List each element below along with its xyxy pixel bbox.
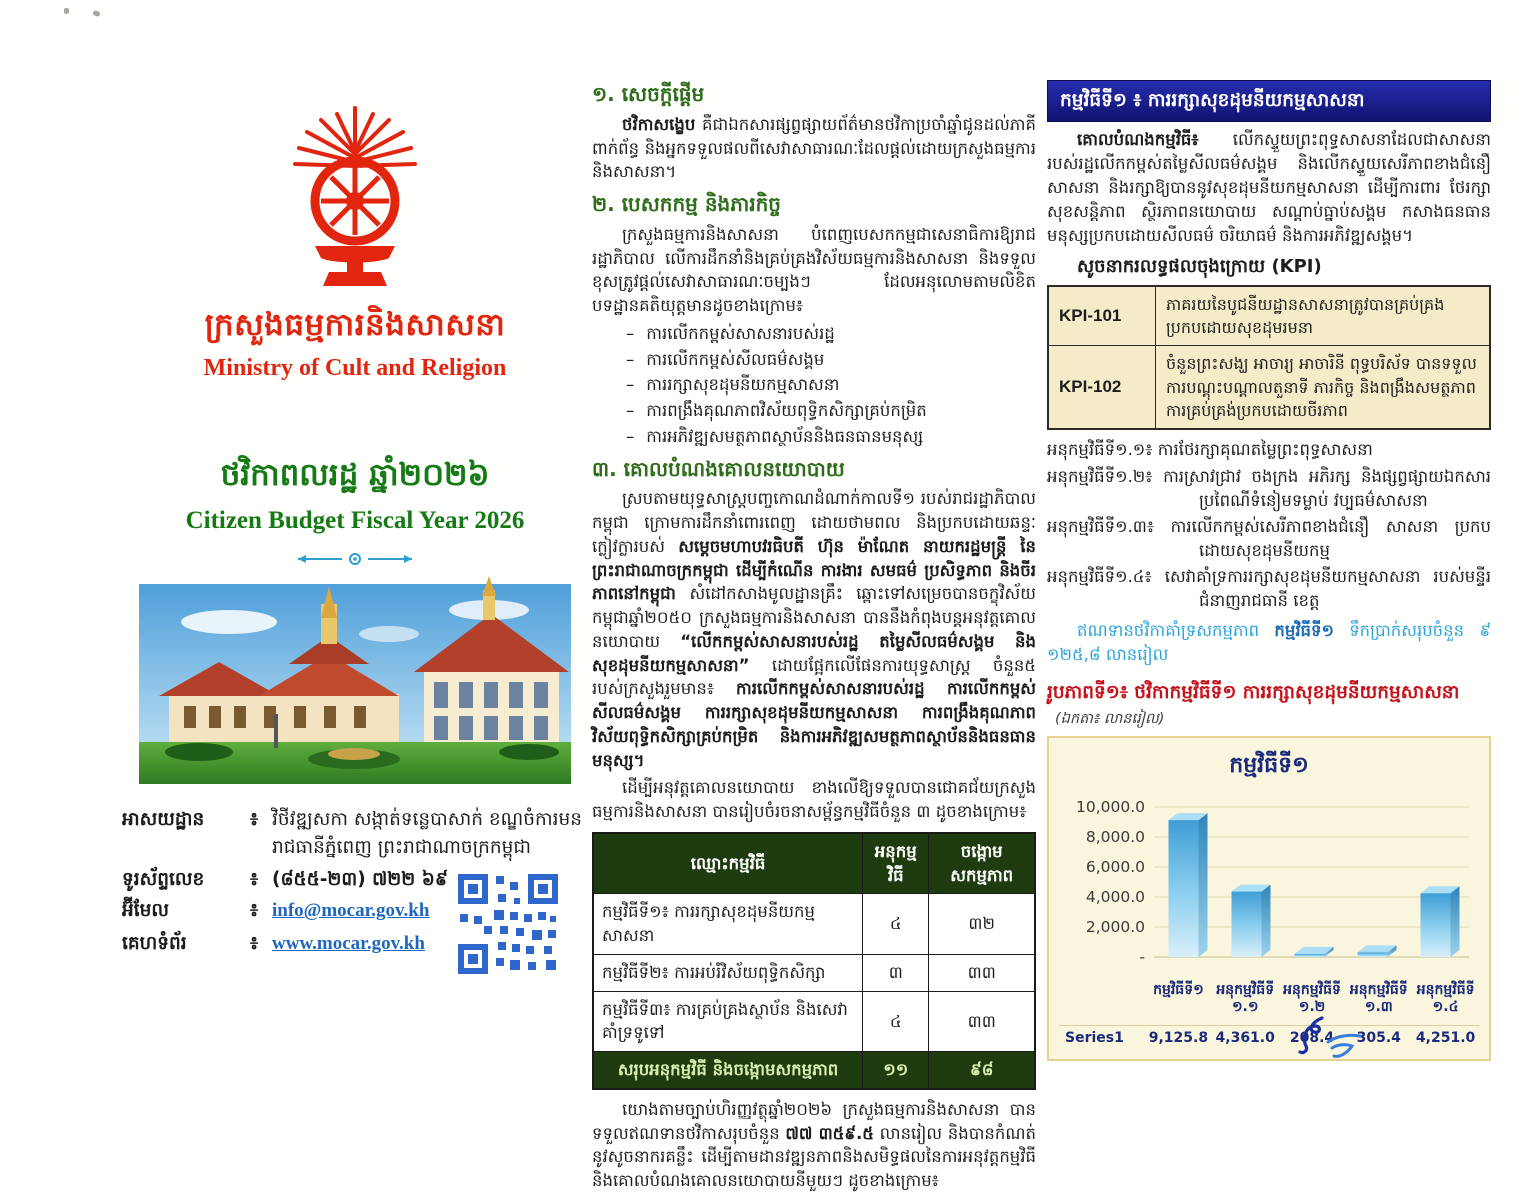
section3-heading: ៣. គោលបំណងគោលនយោបាយ xyxy=(592,456,845,481)
chart-value-label: 9,125.8 xyxy=(1145,1025,1212,1048)
chart-title: កម្មវិធីទី១ xyxy=(1229,753,1309,779)
mission-item: – ការលើកកម្ពស់សាសនារបស់រដ្ឋ xyxy=(626,322,1036,346)
mission-list xyxy=(592,322,1036,449)
table-total-row: សរុបអនុកម្មវិធី និងចង្កោមសកម្មភាព ១១ ៩៨ xyxy=(593,1052,1035,1089)
chart-value-row xyxy=(1059,1025,1479,1048)
program1-header: កម្មវិធីទី១ ៖ ការរក្សាសុខដុមនីយកម្មសាសនា xyxy=(1047,80,1491,122)
khmer-colon: ៖ xyxy=(250,809,259,830)
program1-budget-note: ឥណទានថវិកាគាំទ្រសកម្មភាព កម្មវិធីទី១ ទឹកប្រាក់សរុបចំនួន ៩ ១២៥,៨ លានរៀល xyxy=(1047,621,1491,665)
handwritten-initials xyxy=(1288,1008,1384,1074)
svg-text:2,000.0: 2,000.0 xyxy=(1085,918,1145,937)
kpi-text: ភាគរយនៃបូជនីយដ្ឋានសាសនាត្រូវបានគ្រប់គ្រងប្រកបដោយសុខដុមរមនា xyxy=(1156,286,1491,346)
ministry-name-english: Ministry of Cult and Religion xyxy=(203,355,507,381)
doc-title-khmer: ថវិកាពលរដ្ឋ ឆ្នាំ២០២៦ xyxy=(220,457,490,493)
website-link[interactable]: www.mocar.gov.kh xyxy=(272,932,425,954)
phone-value: (៨៥៥-២៣) ៧២២ ៦៩ xyxy=(272,868,448,890)
overview-column xyxy=(592,74,1036,1197)
chart-series-label: Series1 xyxy=(1059,1025,1145,1048)
kpi-table xyxy=(1047,285,1491,431)
kpi-title: សូចនាករលទ្ធផលចុងក្រោយ (KPI) xyxy=(1077,256,1322,278)
figure1-caption xyxy=(1047,679,1491,730)
col-header-program-name: ឈ្មោះកម្មវិធី xyxy=(593,833,863,894)
section2-heading: ២. បេសកកម្ម និងភារកិច្ច xyxy=(592,192,782,217)
section1-heading: ១. សេចក្តីផ្តើម xyxy=(592,82,705,106)
budget-total-paragraph: យោងតាមច្បាប់ហិរញ្ញវត្ថុឆ្នាំ២០២៦ ក្រសួងធម្មការនិងសាសនា បានទទួលឥណទានថវិកាសរុបចំនួន ៧៧ ៣៥៩.៥ លានរៀល និងបានកំណត់នូវសូចនាករគន្លឹះ ដើម្បីតាមដានវឌ្ឍនភាពនិងសមិទ្ធផលនៃការអនុវត្តកម្មវិធី និងគោលបំណងគោលនយោបាយនីមួយៗ ដូចខាងក្រោម៖ xyxy=(592,1099,1036,1191)
kpi-row xyxy=(1048,286,1490,346)
contact-email-row: អ៊ីមែល ៖ info@mocar.gov.kh xyxy=(122,897,588,926)
ministry-emblem xyxy=(122,106,588,296)
figure1-unit: (ឯកតា៖ លានរៀល) xyxy=(1055,711,1165,728)
program1-budget-chart xyxy=(1047,736,1491,1061)
col-header-activity-clusters: ចង្កោម សកម្មភាព xyxy=(929,833,1035,894)
qr-code xyxy=(456,872,560,985)
program1-column xyxy=(1047,80,1491,1061)
chart-category-label: កម្មវិធីទី១ xyxy=(1153,981,1204,998)
section1-paragraph: ថវិកាសង្ខេប គឺជាឯកសារផ្សព្វផ្សាយព័ត៌មានថវិកាប្រចាំឆ្នាំជូនដល់ភាគីពាក់ព័ន្ធ និងអ្នកទទួលផលពីសេវាសាធារណៈដែលផ្តល់ដោយក្រសួងធម្មការនិងសាសនា។ xyxy=(592,114,1036,182)
dharma-wheel-emblem-icon xyxy=(267,106,443,292)
table-row: កម្មវិធីទី២៖ ការអប់រំវិស័យពុទ្ធិកសិក្សា ៣ ៣៣ xyxy=(593,954,1035,991)
table-row: កម្មវិធីទី៣៖ ការគ្រប់គ្រងស្ថាប័ន និងសេវាគាំទ្រទូទៅ ៤ ៣៣ xyxy=(593,991,1035,1052)
scan-speck xyxy=(64,8,69,14)
chart-value-label: 208.4 xyxy=(1279,1025,1346,1048)
ministry-name-khmer: ក្រសួងធម្មការនិងសាសនា xyxy=(204,307,506,343)
subprogram-item: អនុកម្មវិធីទី១.១៖ ការថែរក្សាគុណតម្លៃព្រះពុទ្ធសាសនា xyxy=(1047,440,1373,460)
section2-paragraph: ក្រសួងធម្មការនិងសាសនា បំពេញបេសកកម្មជាសេនាធិការឱ្យរាជរដ្ឋាភិបាល លើការដឹកនាំនិងគ្រប់គ្រងវិស័យធម្មការនិងសាសនា និងទទួលខុសត្រូវផ្តល់សេវាសាធារណៈចម្បងៗ ដែលអនុលោមតាមលិខិតបទដ្ឋានគតិយុត្តមានដូចខាងក្រោម៖ xyxy=(592,224,1036,316)
figure1-caption-text: រូបភាពទី១៖ ថវិកាកម្មវិធីទី១ ការរក្សាសុខដុមនីយកម្មសាសនា xyxy=(1047,682,1460,704)
chart-category-label: អនុកម្មវិធីទី ១.២ xyxy=(1283,981,1341,1015)
bar-chart-plot xyxy=(1059,784,1479,970)
website-label: គេហទំព័រ xyxy=(122,932,187,954)
contact-website-row: គេហទំព័រ ៖ www.mocar.gov.kh xyxy=(122,930,588,959)
subprogram-list xyxy=(1047,438,1491,613)
contact-block xyxy=(122,806,588,958)
email-link[interactable]: info@mocar.gov.kh xyxy=(272,900,430,922)
ministry-building-photo xyxy=(139,584,571,788)
kpi-code: KPI-101 xyxy=(1048,286,1156,346)
svg-text:10,000.0: 10,000.0 xyxy=(1075,798,1145,817)
contact-address-row xyxy=(122,806,588,862)
doc-title-english: Citizen Budget Fiscal Year 2026 xyxy=(185,507,525,534)
program1-objective: គោលបំណងកម្មវិធី៖ លើកស្ទួយព្រះពុទ្ធសាសនាដែលជាសាសនារបស់រដ្ឋលើកកម្ពស់តម្លៃសីលធម៌សង្គម និងលើកស្ទួយសេរីភាពខាងជំនឿសាសនា និងរក្សាឱ្យបាននូវសុខដុមនីយកម្មសាសនា ដើម្បីការពារ ថែរក្សាសុខសន្តិភាព ស្ថិរភាពនយោបាយ សណ្តាប់ធ្នាប់សង្គម កសាងធនធានមនុស្សប្រកបដោយសីលធម៌ ចរិយាធម៌ និងការអភិវឌ្ឍសង្គម។ xyxy=(1047,130,1491,246)
scan-speck xyxy=(92,10,100,17)
mission-item: – ការលើកកម្ពស់សីលធម៌សង្គម xyxy=(626,348,1036,372)
contact-phone-row: ទូរស័ព្ទលេខ ៖ (៨៥៥-២៣) ៧២២ ៦៩ xyxy=(122,866,588,894)
program-summary-table xyxy=(592,832,1036,1090)
chart-value-label: 305.4 xyxy=(1345,1025,1412,1048)
chart-category-label: អនុកម្មវិធីទី ១.៣ xyxy=(1349,981,1408,1015)
chart-value-label: 4,251.0 xyxy=(1412,1025,1479,1048)
chart-category-label: អនុកម្មវិធីទី ១.៤ xyxy=(1416,981,1475,1015)
mission-item: – ការរក្សាសុខដុមនីយកម្មសាសនា xyxy=(626,373,1036,397)
phone-label: ទូរស័ព្ទលេខ xyxy=(122,868,205,890)
svg-text:8,000.0: 8,000.0 xyxy=(1085,828,1145,847)
chart-value-label: 4,361.0 xyxy=(1212,1025,1279,1048)
section3-paragraph: ស្របតាមយុទ្ធសាស្ត្របញ្ចកោណដំណាក់កាលទី១ របស់រាជរដ្ឋាភិបាលកម្ពុជា ក្រោមការដឹកនាំពោរពេញ ដោយថាមពល និងប្រកបដោយឆន្ទៈក្លៀវក្លារបស់ សម្តេចមហាបវរធិបតី ហ៊ុន ម៉ាណែត នាយករដ្ឋមន្ត្រី នៃព្រះរាជាណាចក្រកម្ពុជា ដើម្បីកំណើន ការងារ សមធម៌ ប្រសិទ្ធភាព និងចីរភាពនៅកម្ពុជា សំដៅកសាងមូលដ្ឋានគ្រឹះ ឆ្ពោះទៅសម្រេចបានចក្ខុវិស័យកម្ពុជាឆ្នាំ២០៥០ ក្រសួងធម្មការនិងសាសនា បាននឹងកំពុងបន្តអនុវត្តគោលនយោបាយ “លើកកម្ពស់សាសនារបស់រដ្ឋ តម្លៃសីលធម៌សង្គម និងសុខដុមនីយកម្មសាសនា” ដោយផ្អែកលើផែនការយុទ្ធសាស្ត្រ ចំនួន៥ របស់ក្រសួងរួមមាន៖ ការលើកកម្ពស់សាសនារបស់រដ្ឋ ការលើកកម្ពស់សីលធម៌សង្គម ការរក្សាសុខដុមនីយកម្មសាសនា ការពង្រឹងគុណភាពវិស័យពុទ្ធិកសិក្សាគ្រប់កម្រិត និងការអភិវឌ្ឍសមត្ថភាពស្ថាប័ននិងធនធានមនុស្ស។ xyxy=(592,489,1037,770)
kpi-text: ចំនួនព្រះសង្ឃ អាចារ្យ អាចារិនី ពុទ្ធបរិស័ទ បានទទួលការបណ្តុះបណ្តាលតួនាទី ភារកិច្ច និងពង្រឹងសមត្ថភាពការគ្រប់គ្រង់ប្រកបដោយចីរភាព xyxy=(1156,346,1491,430)
mission-item: – ការពង្រឹងគុណភាពវិស័យពុទ្ធិកសិក្សាគ្រប់កម្រិត xyxy=(626,399,1036,423)
svg-text:4,000.0: 4,000.0 xyxy=(1085,888,1145,907)
svg-text:6,000.0: 6,000.0 xyxy=(1085,858,1145,877)
address-value: វិថីវឌ្ឍសកា សង្កាត់ទន្លេបាសាក់ ខណ្ឌចំការមន រាជធានីភ្នំពេញ ព្រះរាជាណាចក្រកម្ពុជា xyxy=(272,809,582,858)
address-label: អាសយដ្ឋាន xyxy=(122,809,205,830)
table-row: កម្មវិធីទី១៖ ការរក្សាសុខដុមនីយកម្មសាសនា ៤ ៣២ xyxy=(593,894,1035,955)
chart-category-label: អនុកម្មវិធីទី ១.១ xyxy=(1216,981,1275,1015)
svg-text:-: - xyxy=(1139,948,1145,967)
subprogram-item: អនុកម្មវិធីទី១.៣៖ ការលើកកម្ពស់សេរីភាពខាងជំនឿ សាសនា ប្រកបដោយសុខដុមនីយកម្ម xyxy=(1047,516,1492,560)
email-label: អ៊ីមែល xyxy=(122,900,169,922)
section3-paragraph2: ដើម្បីអនុវត្តគោលនយោបាយ ខាងលើឱ្យទទួលបានជោគជ័យក្រសួងធម្មការនិងសាសនា បានរៀបចំរចនាសម្ព័ន្ធកម្មវិធីចំនួន ៣ ដូចខាងក្រោម៖ xyxy=(592,778,1036,822)
chart-category-row xyxy=(1059,980,1479,1023)
divider-ornament-icon xyxy=(122,551,588,570)
cover-column xyxy=(122,0,588,962)
subprogram-item: អនុកម្មវិធីទី១.៤៖ សេវាគាំទ្រការរក្សាសុខដុមនីយកម្មសាសនា របស់មន្ទីរជំនាញរាជធានី ខេត្ត xyxy=(1047,566,1491,610)
col-header-subprograms: អនុកម្មវិធី xyxy=(863,833,929,894)
mission-item: – ការអភិវឌ្ឍសមត្ថភាពស្ថាប័ននិងធនធានមនុស្ស xyxy=(626,425,1036,449)
kpi-row xyxy=(1048,346,1490,430)
subprogram-item: អនុកម្មវិធីទី១.២៖ ការស្រាវជ្រាវ ចងក្រង អភិរក្ស និងផ្សព្វផ្សាយឯកសារ ប្រពៃណីទំនៀមទម្លាប់ វប្បធម៌សាសនា xyxy=(1047,466,1492,510)
kpi-code: KPI-102 xyxy=(1048,346,1156,430)
